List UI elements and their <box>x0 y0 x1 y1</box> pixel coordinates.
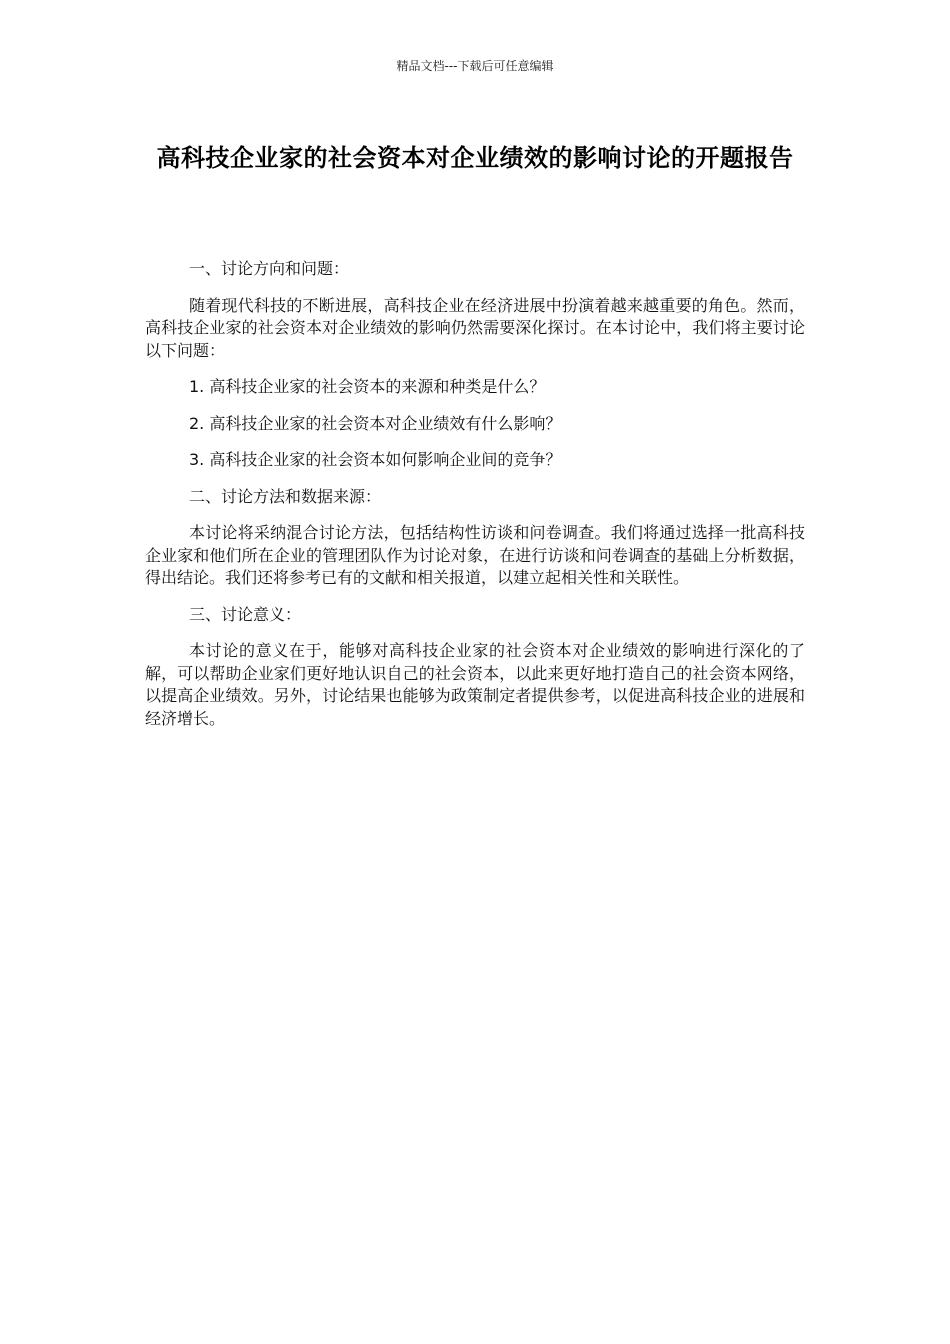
section-heading-method: 二、讨论方法和数据来源： <box>189 486 382 506</box>
question-item-1: 1. 高科技企业家的社会资本的来源和种类是什么？ <box>189 377 546 396</box>
paragraph-significance: 本讨论的意义在于，能够对高科技企业家的社会资本对企业绩效的影响进行深化的了解，可以帮助企业家们更好地认识自己的社会资本，以此来更好地打造自己的社会资本网络，以提高企业绩效。另外，讨论结果也能够为政策制定者提供参考，以促进高科技企业的进展和经济增长。 <box>145 641 805 728</box>
document-body <box>145 258 805 744</box>
paragraph-background: 随着现代科技的不断进展，高科技企业在经济进展中扮演着越来越重要的角色。然而，高科技企业家的社会资本对企业绩效的影响仍然需要深化探讨。在本讨论中，我们将主要讨论以下问题： <box>145 295 805 360</box>
document-title: 高科技企业家的社会资本对企业绩效的影响讨论的开题报告 <box>156 144 794 172</box>
paragraph-method: 本讨论将采纳混合讨论方法，包括结构性访谈和问卷调查。我们将通过选择一批高科技企业家和他们所在企业的管理团队作为讨论对象，在进行访谈和问卷调查的基础上分析数据，得出结论。我们还将参考已有的文献和相关报道，以建立起相关性和关联性。 <box>145 523 805 587</box>
question-item-2: 2. 高科技企业家的社会资本对企业绩效有什么影响？ <box>189 413 562 433</box>
section-heading-significance: 三、讨论意义： <box>189 604 302 624</box>
question-item-3: 3. 高科技企业家的社会资本如何影响企业间的竞争？ <box>189 450 562 469</box>
section-heading-direction: 一、讨论方向和问题： <box>189 259 350 278</box>
header-note: 精品文档---下载后可任意编辑 <box>396 59 554 73</box>
